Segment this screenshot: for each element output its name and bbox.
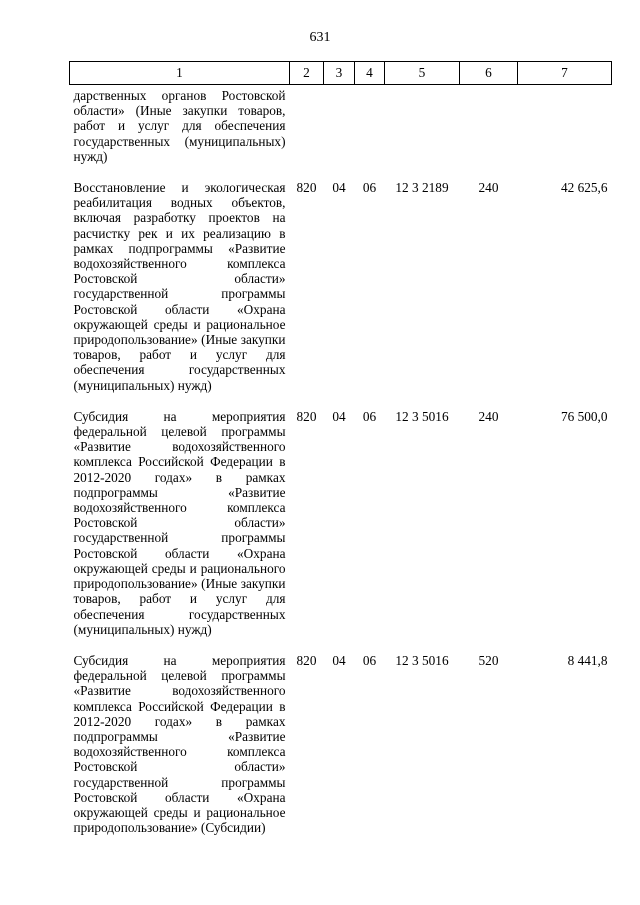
row-section: 04 — [332, 180, 346, 196]
column-header-expense-type: 6 — [460, 62, 518, 85]
row-expense-type: 520 — [478, 652, 499, 668]
table-row — [70, 178, 612, 407]
row-section: 04 — [332, 408, 346, 424]
row-target-item: 12 3 5016 — [395, 408, 449, 424]
page-number: 631 — [309, 30, 331, 45]
row-subsection: 06 — [362, 652, 377, 668]
row-expense-type: 240 — [478, 408, 499, 424]
table-row — [70, 85, 612, 179]
row-amount: 76 500,0 — [560, 408, 608, 424]
row-amount: 8 441,8 — [567, 652, 608, 668]
column-header-amount: 7 — [518, 62, 612, 85]
row-description: Восстановление и экологическая реабилитация водных объектов, включая разработку проектов на расчистку рек и их реализацию в рамках подпрограммы «Развитие водохозяйственного комплекса Ростовской области» государственной программы Ростовской области «Охрана окружающей среды и рациональное природопользование» (Иные закупки товаров, работ и услуг для обеспечения государственных (муниципальных) нужд) — [73, 180, 286, 393]
row-description: дарственных органов Ростовской области» (Иные закупки товаров, работ и услуг для обеспечения государственных (муниципальных) нужд) — [73, 88, 286, 164]
row-ministry — [290, 85, 324, 179]
row-amount: 42 625,6 — [560, 180, 608, 196]
column-header-description: 1 — [70, 62, 290, 85]
row-subsection: 06 — [362, 180, 377, 196]
row-ministry: 820 — [296, 408, 317, 424]
column-header-section: 3 — [324, 62, 355, 85]
row-section — [324, 85, 355, 179]
table-row — [70, 407, 612, 651]
row-subsection: 06 — [362, 408, 377, 424]
header-row — [70, 62, 612, 85]
row-ministry: 820 — [296, 180, 317, 196]
row-target-item: 12 3 5016 — [395, 652, 449, 668]
budget-table — [69, 61, 612, 849]
table-row — [70, 651, 612, 849]
row-ministry: 820 — [296, 652, 317, 668]
column-header-target-item: 5 — [385, 62, 460, 85]
row-section: 04 — [332, 652, 346, 668]
row-amount — [518, 85, 612, 179]
row-subsection — [355, 85, 385, 179]
row-expense-type — [460, 85, 518, 179]
row-description: Субсидия на мероприятия федеральной целевой программы «Развитие водохозяйственного комплекса Российской Федерации в 2012-2020 годах» в рамках подпрограммы «Развитие водохозяйственного комплекса Ростовской области» государственной программы Ростовской области «Охрана окружающей среды и рационального природопользование» (Иные закупки товаров, работ и услуг для обеспечения государственных (муниципальных) нужд) — [73, 408, 286, 637]
row-expense-type: 240 — [478, 180, 499, 196]
row-description: Субсидия на мероприятия федеральной целевой программы «Развитие водохозяйственного комплекса Российской Федерации в 2012-2020 годах» в рамках подпрограммы «Развитие водохозяйственного комплекса Ростовской области» государственной программы Ростовской области «Охрана окружающей среды и рациональное природопользование» (Субсидии) — [73, 652, 286, 836]
column-header-ministry: 2 — [290, 62, 324, 85]
row-target-item: 12 3 2189 — [395, 180, 449, 196]
row-target-item — [385, 85, 460, 179]
column-header-subsection: 4 — [355, 62, 385, 85]
